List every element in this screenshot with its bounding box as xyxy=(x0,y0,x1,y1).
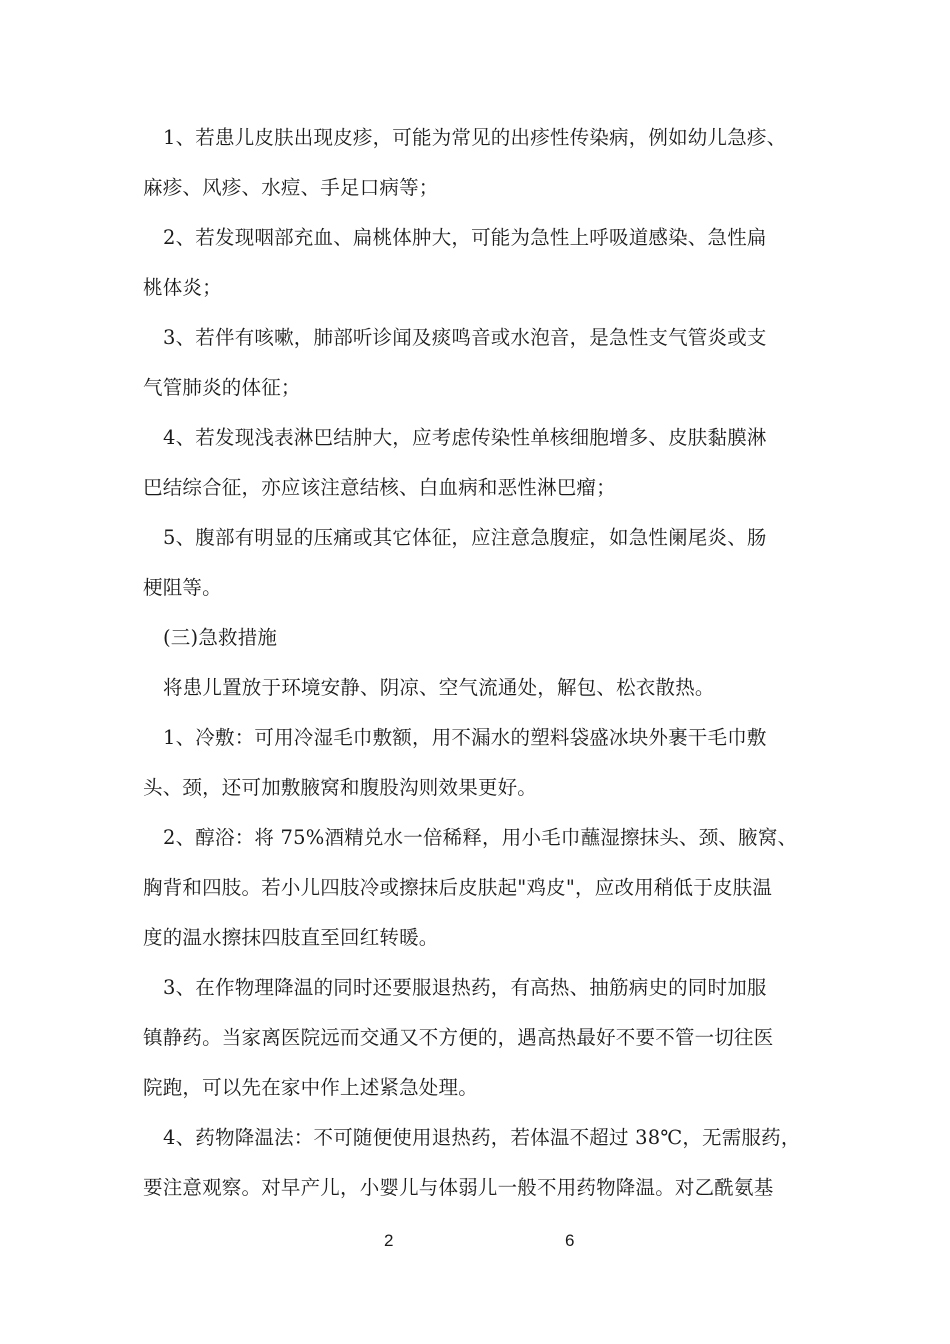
text-line: 2、若发现咽部充血、扁桃体肿大，可能为急性上呼吸道感染、急性扁 xyxy=(163,226,767,249)
text-line: 气管肺炎的体征； xyxy=(143,376,301,399)
text-line: 桃体炎； xyxy=(143,276,222,299)
text-line: 3、在作物理降温的同时还要服退热药，有高热、抽筋病史的同时加服 xyxy=(163,976,767,999)
text-line: 麻疹、风疹、水痘、手足口病等； xyxy=(143,176,439,199)
text-line: 1、冷敷：可用冷湿毛巾敷额，用不漏水的塑料袋盛冰块外裹干毛巾敷 xyxy=(163,726,767,749)
text-line: 3、若伴有咳嗽，肺部听诊闻及痰鸣音或水泡音，是急性支气管炎或支 xyxy=(163,326,767,349)
text-line: 梗阻等。 xyxy=(143,576,222,599)
text-line: 将患儿置放于环境安静、阴凉、空气流通处，解包、松衣散热。 xyxy=(163,676,715,699)
text-line: 5、腹部有明显的压痛或其它体征，应注意急腹症，如急性阑尾炎、肠 xyxy=(163,526,767,549)
text-line: 头、颈，还可加敷腋窝和腹股沟则效果更好。 xyxy=(143,776,538,799)
text-line: 4、若发现浅表淋巴结肿大，应考虑传染性单核细胞增多、皮肤黏膜淋 xyxy=(163,426,767,449)
text-line: 巴结综合征，亦应该注意结核、白血病和恶性淋巴瘤； xyxy=(143,476,616,499)
text-line: 4、药物降温法：不可随便使用退热药，若体温不超过 38℃，无需服药， xyxy=(163,1126,801,1149)
text-line: 胸背和四肢。若小儿四肢冷或擦抹后皮肤起"鸡皮"，应改用稍低于皮肤温 xyxy=(143,876,773,899)
section-heading: (三)急救措施 xyxy=(163,626,278,649)
page-number-right: 6 xyxy=(565,1231,575,1250)
page-number-left: 2 xyxy=(384,1231,394,1250)
text-line: 镇静药。当家离医院远而交通又不方便的，遇高热最好不要不管一切往医 xyxy=(143,1026,774,1049)
text-line: 2、醇浴：将 75%酒精兑水一倍稀释，用小毛巾蘸湿擦抹头、颈、腋窝、 xyxy=(163,826,798,849)
text-line: 度的温水擦抹四肢直至回红转暖。 xyxy=(143,926,439,949)
text-line: 1、若患儿皮肤出现皮疹，可能为常见的出疹性传染病，例如幼儿急疹、 xyxy=(163,126,787,149)
text-line: 院跑，可以先在家中作上述紧急处理。 xyxy=(143,1076,478,1099)
text-line: 要注意观察。对早产儿，小婴儿与体弱儿一般不用药物降温。对乙酰氨基 xyxy=(143,1176,774,1199)
